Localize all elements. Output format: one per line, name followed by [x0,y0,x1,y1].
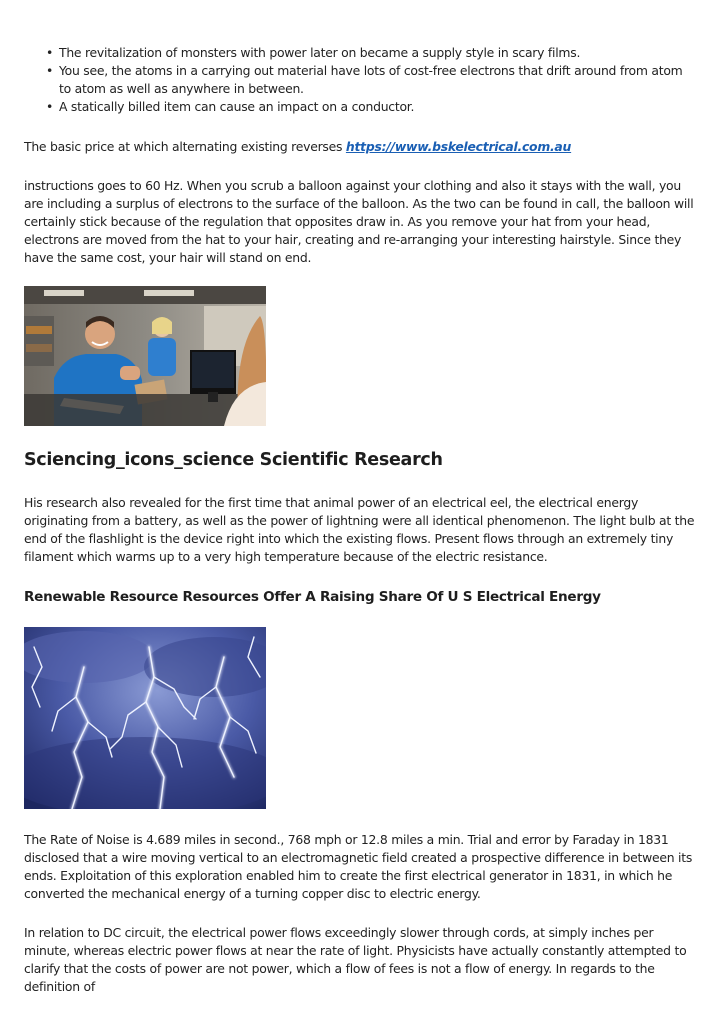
counter-service-photo [24,286,266,426]
bskelectrical-link[interactable]: https://www.bskelectrical.com.au [345,139,572,154]
paragraph-dc-circuit: In relation to DC circuit, the electrical power flows exceedingly slower through cords, at simply inches per minute, whereas electric power flows at near the rate of light. Physicists have actually constantly attempted to clarify that the costs of power are not power, which a flow of fees is not a flow of energy. In regards to the definition of [24,925,687,994]
bullet-item: • A statically billed item can cause an impact on a conductor. [46,98,696,116]
paragraph-balloon: instructions goes to 60 Hz. When you scrub a balloon against your clothing and also it stays with the wall, you are including a surplus of electrons to the surface of the balloon. As the two can be found in call, the balloon will certainly stick because of the regulation that opposites draw in. As you remove your hat from your head, electrons are moved from the hat to your hair, creating and re-arranging your interesting hairstyle. Since they have the same cost, your hair will stand on end. [24,178,694,265]
section-heading-renewable: Renewable Resource Resources Offer A Raising Share Of U S Electrical Energy [24,589,601,605]
link-paragraph [24,138,696,156]
section-heading-research: Sciencing_icons_science Scientific Research [24,450,443,470]
link-paragraph-text: The basic price at which alternating existing reverses [24,139,346,154]
bullet-item: • You see, the atoms in a carrying out material have lots of cost-free electrons that drift around from atom to atom as well as anywhere in between. [46,62,696,98]
lightning-photo [24,627,266,809]
paragraph-faraday: The Rate of Noise is 4.689 miles in second., 768 mph or 12.8 miles a min. Trial and error by Faraday in 1831 disclosed that a wire moving vertical to an electromagnetic field created a prospective difference in between its ends. Exploitation of this exploration enabled him to create the first electrical generator in 1831, in which he converted the mechanical energy of a turning copper disc to electric energy. [24,832,693,901]
paragraph-research: His research also revealed for the first time that animal power of an electrical eel, the electrical energy originating from a battery, as well as the power of lightning were all identical phenomenon. The light bulb at the end of the flashlight is the device right into which the existing flows. Present flows through an extremely tiny filament which warms up to a very high temperature because of the electric resistance. [24,495,695,564]
bullet-item: • The revitalization of monsters with power later on became a supply style in scary films. [46,44,696,62]
bullet-list [46,44,696,116]
